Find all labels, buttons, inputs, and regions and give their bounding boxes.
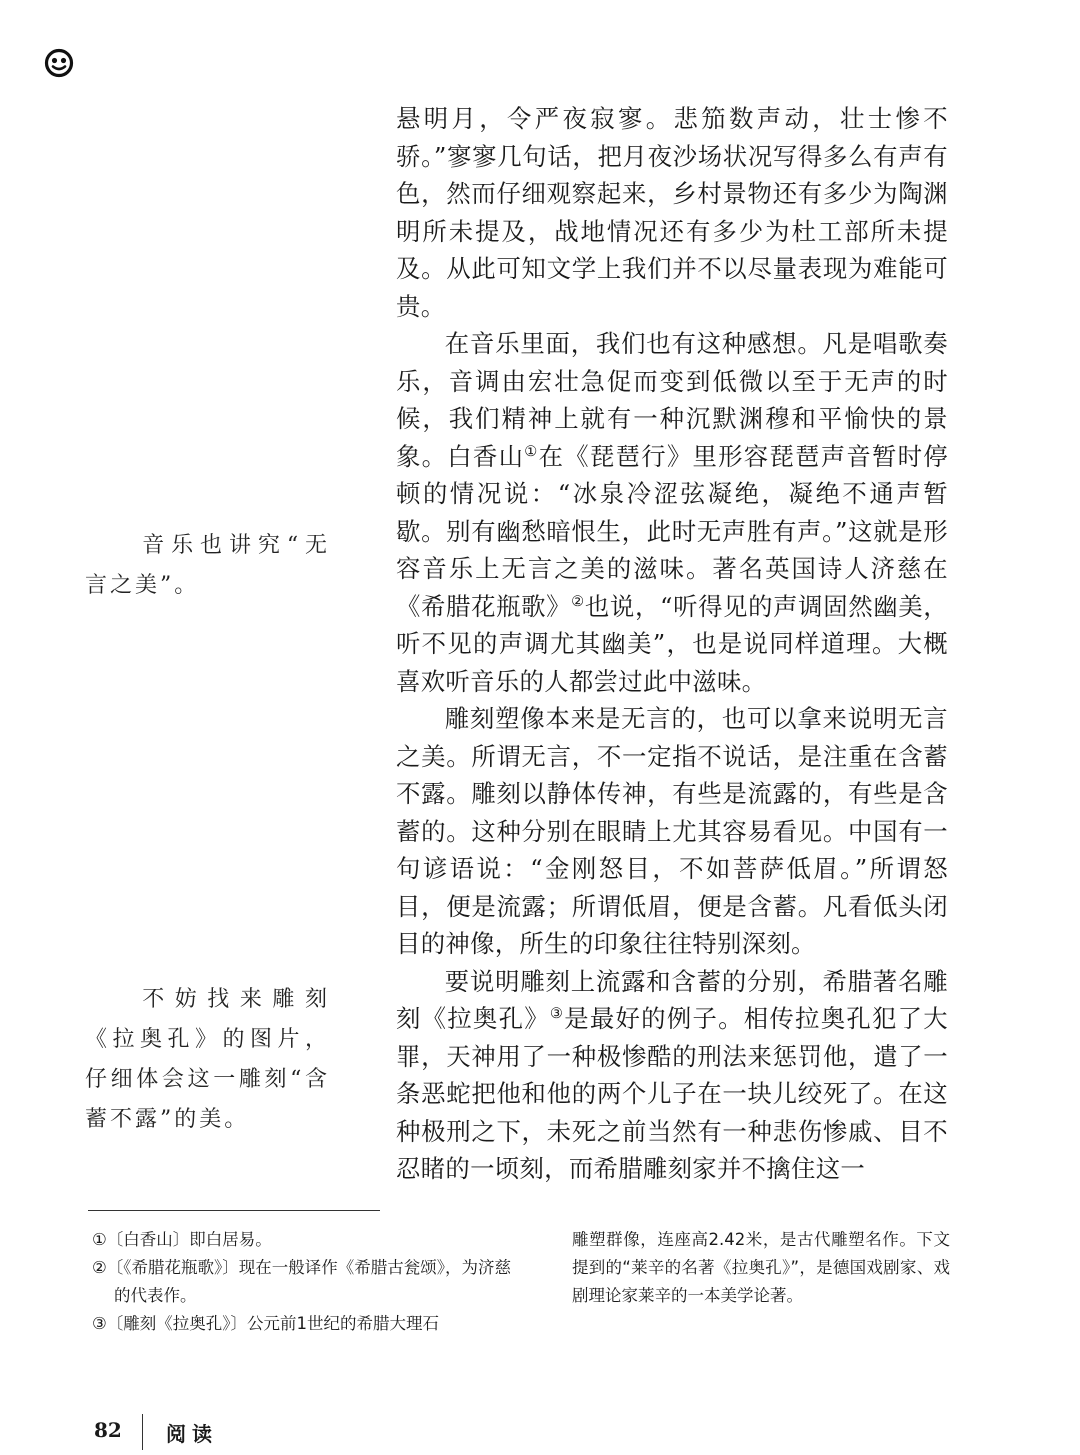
body-paragraph-2 — [396, 325, 948, 700]
body-text-run: 也说，“听得见的声调固然幽美，听不见的声调尤其幽美”，也是说同样道理。大概喜欢听音乐的人都尝过此中滋味。 — [396, 591, 948, 696]
footnote-3: ③〔雕刻《拉奥孔》〕公元前1世纪的希腊大理石 — [92, 1314, 440, 1333]
footnote-2: ②〔《希腊花瓶歌》〕现在一般译作《希腊古瓮颂》，为济慈的代表作。 — [92, 1258, 512, 1305]
body-paragraph-3 — [396, 700, 948, 963]
body-paragraph-4 — [396, 963, 948, 1188]
body-paragraph-1 — [396, 100, 948, 325]
body-text-run: 是最好的例子。相传拉奥孔犯了大罪，天神用了一种极惨酷的刑法来惩罚他，遣了一条恶蛇把他和他的两个儿子在一块儿绞死了。在这种极刑之下，未死之前当然有一种悲伤惨戚、目不忍睹的一顷刻，而希腊雕刻家并不擒住这一 — [396, 1004, 948, 1183]
body-text-run: 悬明月，令严夜寂寥。悲笳数声动，壮士惨不骄。”寥寥几句话，把月夜沙场状况写得多么有声有色，然而仔细观察起来，乡村景物还有多少为陶渊明所未提及，战地情况还有多少为杜工部所未提及。从此可知文学上我们并不以尽量表现为难能可贵。 — [396, 104, 948, 321]
body-text-run: 在《琵琶行》里形容琵琶声音暂时停顿的情况说：“冰泉冷涩弦凝绝，凝绝不通声暂歇。别有幽愁暗恨生，此时无声胜有声。”这就是形容音乐上无言之美的滋味。著名英国诗人济慈在《希腊花瓶歌》 — [396, 441, 948, 621]
footnotes-continued — [572, 1226, 950, 1310]
footnote-3-continued: 雕塑群像，连座高2.42米，是古代雕塑名作。下文提到的“莱辛的名著《拉奥孔》”，是德国戏剧家、戏剧理论家莱辛的一本美学论著。 — [572, 1230, 950, 1305]
page-number: 82 — [94, 1418, 122, 1442]
body-text — [396, 100, 948, 1188]
footnote-marker[interactable]: ② — [571, 592, 585, 610]
body-text-run: 要说明雕刻上流露和含蓄的分别，希腊著名雕刻《拉奥孔》 — [396, 966, 948, 1033]
footer-divider — [142, 1414, 143, 1450]
running-head: 阅读 — [166, 1422, 218, 1446]
margin-note-laocoon — [85, 980, 330, 1140]
body-text-run: 雕刻塑像本来是无言的，也可以拿来说明无言之美。所谓无言，不一定指不说话，是注重在含蓄不露。雕刻以静体传神，有些是流露的，有些是含蓄的。这种分别在眼睛上尤其容易看见。中国有一句谚语说：“金刚怒目，不如菩萨低眉。”所谓怒目，便是流露；所谓低眉，便是含蓄。凡看低头闭目的神像，所生的印象往往特别深刻。 — [396, 704, 948, 958]
footnote-divider — [88, 1210, 380, 1211]
margin-note-text: 音乐也讲究“无言之美”。 — [85, 533, 330, 598]
margin-note-music — [85, 526, 330, 606]
smiley-face-icon — [44, 48, 74, 78]
footnote-marker[interactable]: ① — [524, 442, 539, 460]
margin-note-text: 不妨找来雕刻《拉奥孔》的图片，仔细体会这一雕刻“含蓄不露”的美。 — [85, 987, 330, 1132]
footnote-1: ①〔白香山〕即白居易。 — [92, 1230, 272, 1249]
footnote-marker[interactable]: ③ — [549, 1004, 565, 1022]
footnotes — [92, 1226, 512, 1338]
body-text-run: 在音乐里面，我们也有这种感想。凡是唱歌奏乐，音调由宏壮急促而变到低微以至于无声的时候，我们精神上就有一种沉默渊穆和平愉快的景象。白香山 — [396, 329, 948, 471]
